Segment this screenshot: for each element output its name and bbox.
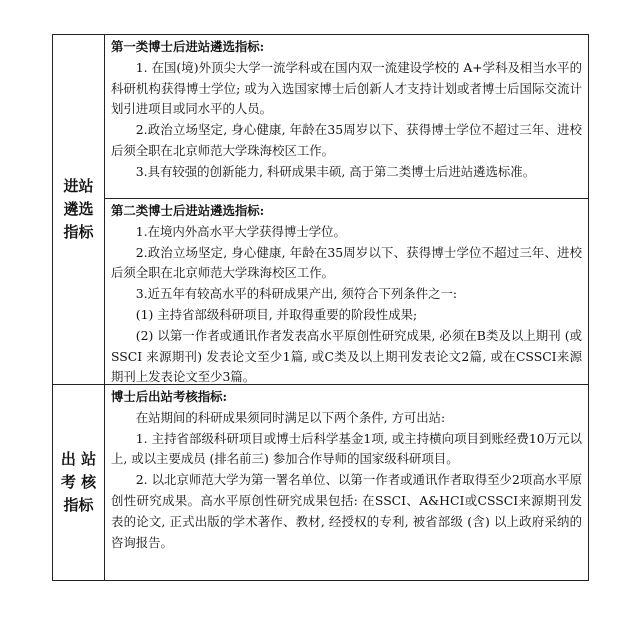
criteria-table — [52, 34, 589, 581]
row-label-line: 考 核 — [60, 473, 97, 491]
criterion-paragraph: (2) 以第一作者或通讯作者发表高水平原创性研究成果, 必须在B类及以上期刊 (或 SSCI 来源期刊) 发表论文至少1篇, 或C类及以上期刊发表论文2篇, 或在CSSCI来源期刊上发表论文至少3篇。 — [111, 327, 582, 385]
block-heading: 博士后出站考核指标: — [111, 389, 228, 404]
criteria-cell-class-two — [105, 199, 589, 385]
table-row-entry — [53, 35, 589, 199]
criteria-block-exit — [105, 385, 588, 580]
criterion-paragraph: 2. 以北京师范大学为第一署名单位、以第一作者或通讯作者取得至少2项高水平原创性研究成果。高水平原创性研究成果包括: 在SSCI、A&HCI或CSSCI来源期刊发表的论文, 正式出版的学术著作、教材, 经授权的专利, 被省部级 (含) 以上政府采纳的咨询报告。 — [111, 472, 582, 550]
row-label-line: 进站 — [63, 177, 94, 195]
block-heading: 第一类博士后进站遴选指标: — [111, 39, 265, 54]
criteria-cell-exit — [105, 385, 589, 581]
criterion-paragraph: (1) 主持省部级科研项目, 并取得重要的阶段性成果; — [135, 306, 418, 322]
criteria-cell-class-one — [105, 35, 589, 199]
row-label-exit — [53, 385, 105, 581]
criterion-paragraph: 1. 在国(境)外顶尖大学一流学科或在国内双一流建设学校的 A+学科及相当水平的科研机构获得博士学位; 或为入选国家博士后创新人才支持计划或者博士后国际交流计划引进项目或同水平的人员。 — [111, 59, 582, 117]
criterion-paragraph: 3.近五年有较高水平的科研成果产出, 须符合下列条件之一: — [135, 286, 458, 302]
row-label-line: 遴选 — [63, 200, 94, 218]
block-heading: 第二类博士后进站遴选指标: — [111, 203, 265, 218]
criterion-paragraph: 3.具有较强的创新能力, 科研成果丰硕, 高于第二类博士后进站遴选标准。 — [135, 163, 536, 179]
criterion-paragraph: 2.政治立场坚定, 身心健康, 年龄在35周岁以下、获得博士学位不超过三年、进校后须全职在北京师范大学珠海校区工作。 — [111, 244, 582, 281]
table-row-exit — [53, 385, 589, 581]
criteria-block-class-two — [105, 199, 588, 384]
criterion-paragraph: 1. 主持省部级科研项目或博士后科学基金1项, 或主持横向项目到账经费10万元以上, 或以主要成员 (排名前三) 参加合作导师的国家级科研项目。 — [111, 430, 582, 467]
row-label-line: 出 站 — [60, 450, 97, 468]
criterion-paragraph: 在站期间的科研成果须同时满足以下两个条件, 方可出站: — [135, 409, 446, 425]
row-label-line: 指标 — [63, 223, 94, 241]
criteria-document — [52, 34, 589, 581]
table-row-entry-second — [53, 199, 589, 385]
criteria-block-class-one — [105, 35, 588, 198]
row-label-line: 指标 — [63, 496, 94, 514]
criterion-paragraph: 2.政治立场坚定, 身心健康, 年龄在35周岁以下、获得博士学位不超过三年、进校后须全职在北京师范大学珠海校区工作。 — [111, 122, 582, 158]
row-label-entry — [53, 35, 105, 385]
criterion-paragraph: 1.在境内外高水平大学获得博士学位。 — [135, 223, 346, 239]
